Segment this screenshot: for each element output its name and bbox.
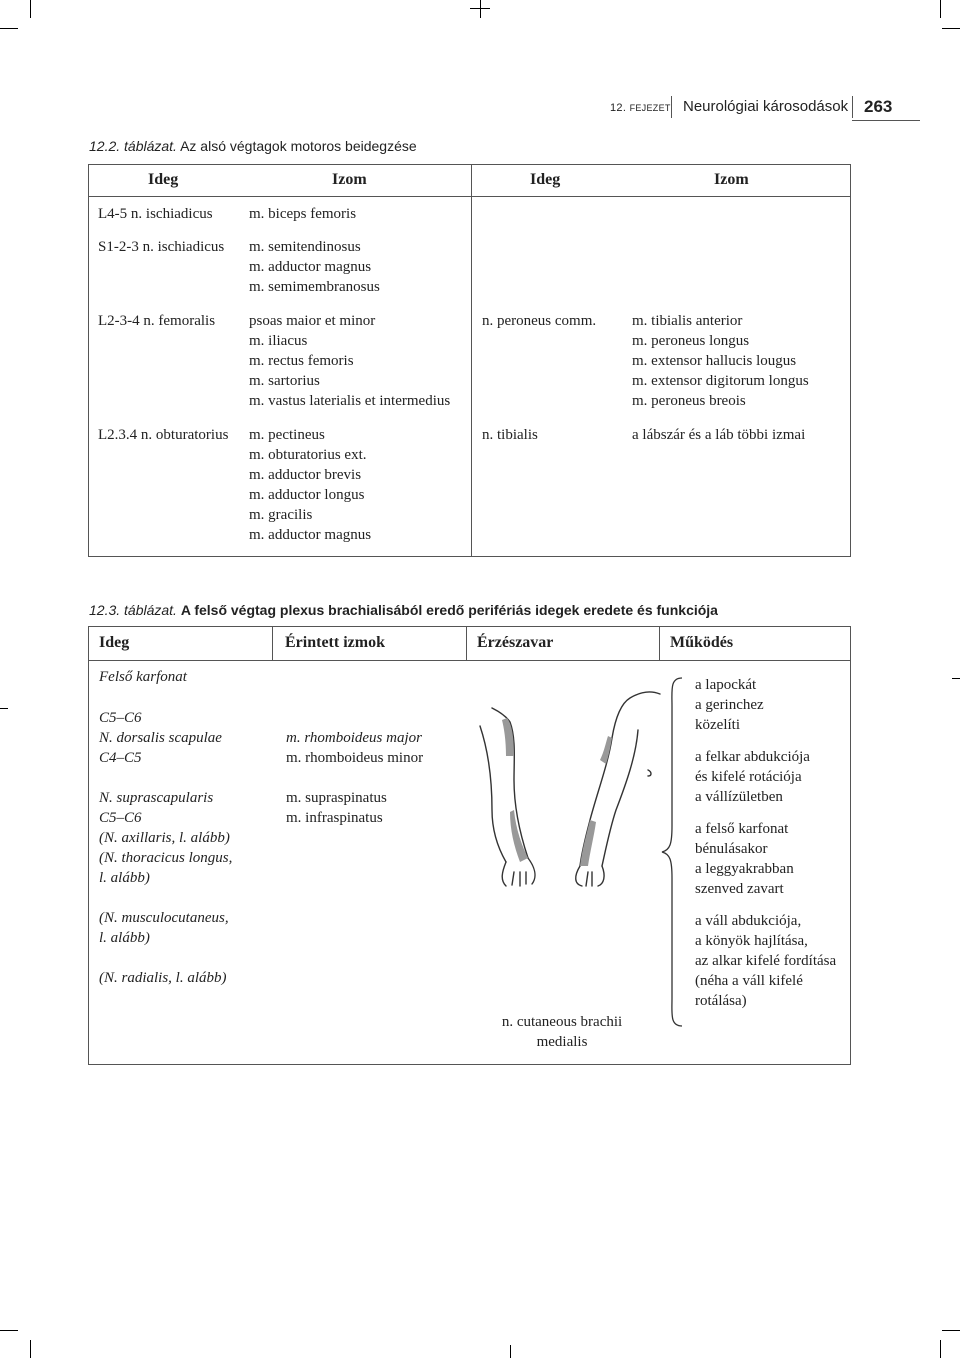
nerve-line: C4–C5 xyxy=(99,750,142,766)
table1-header-muscle: Izom xyxy=(714,171,749,188)
chapter-word: FEJEZET xyxy=(629,103,671,113)
header-divider xyxy=(852,96,853,118)
nerve-line: (N. musculocutaneus, xyxy=(99,910,229,926)
muscle-line: m. rhomboideus minor xyxy=(286,750,424,766)
crop-mark xyxy=(480,0,481,18)
table1-caption-title: Az alsó végtagok motoros beidegzése xyxy=(180,138,417,154)
group-title: Felső karfonat xyxy=(99,669,187,685)
hand-outline xyxy=(576,866,604,886)
nerve-line: N. suprascapularis xyxy=(99,790,214,806)
table-cell: S1-2-3 n. ischiadicus xyxy=(98,239,225,255)
muscle-line: m. infraspinatus xyxy=(286,810,383,826)
table2-header-rule xyxy=(88,660,851,661)
crop-mark xyxy=(942,28,960,29)
arm-outline xyxy=(480,726,506,862)
header-divider xyxy=(671,96,672,118)
muscle-line: m. rhomboideus major xyxy=(286,730,422,746)
crop-mark xyxy=(940,1340,941,1358)
hand-outline xyxy=(502,858,535,886)
header-rule xyxy=(852,120,920,121)
table1-divider xyxy=(471,164,472,557)
nerve-line xyxy=(99,888,232,908)
table2-header-muscles: Érintett izmok xyxy=(285,634,385,651)
crop-mark xyxy=(940,0,941,18)
crop-mark xyxy=(30,1340,31,1358)
table2-header-divider xyxy=(272,626,273,660)
nerve-line xyxy=(99,948,232,968)
crop-mark xyxy=(30,0,31,18)
crop-mark xyxy=(952,678,960,679)
table-cell: a lábszár és a láb többi izmai xyxy=(632,427,806,443)
muscle-line: m. supraspinatus xyxy=(286,790,387,806)
table2-header-divider xyxy=(659,626,660,660)
nerve-line xyxy=(99,768,232,788)
muscle-list xyxy=(286,728,423,828)
function-group: a felső karfonat bénulásakor a leggyakrabban szenved zavart xyxy=(695,821,794,897)
table-cell: psoas maior et minor m. iliacus m. rectus femoris m. sartorius m. vastus laterialis et intermedius xyxy=(249,313,451,409)
sensory-area-shading xyxy=(502,718,514,756)
nerve-line: (N. axillaris, l. alább) xyxy=(99,830,230,846)
arm-detail xyxy=(648,770,651,776)
table1-caption xyxy=(89,138,417,154)
table1-header-muscle: Izom xyxy=(332,171,367,188)
table1-header-nerve: Ideg xyxy=(530,171,561,188)
page-number: 263 xyxy=(864,97,893,116)
chapter-title: Neurológiai károsodások xyxy=(683,98,849,115)
table-cell: m. pectineus m. obturatorius ext. m. adductor brevis m. adductor longus m. gracilis m. adductor magnus xyxy=(249,427,372,543)
nerve-line: C5–C6 xyxy=(99,710,142,726)
nerve-line: (N. thoracicus longus, xyxy=(99,850,233,866)
crop-mark xyxy=(0,1330,18,1331)
nerve-line: (N. radialis, l. alább) xyxy=(99,970,227,986)
table-cell: m. tibialis anterior m. peroneus longus m. extensor hallucis lougus m. extensor digitorum longus m. peroneus breois xyxy=(632,313,809,409)
crop-mark xyxy=(0,708,8,709)
table-cell: L2.3.4 n. obturatorius xyxy=(98,427,229,443)
sensory-label: n. cutaneous brachii medialis xyxy=(501,1014,623,1050)
table-cell: m. semitendinosus m. adductor magnus m. semimembranosus xyxy=(249,239,380,295)
table2-caption-title: A felső végtag plexus brachialisából eredő perifériás idegek eredete és funkciója xyxy=(180,602,718,618)
table-cell: m. biceps femoris xyxy=(249,206,357,222)
chapter-number: 12. xyxy=(610,102,627,114)
table2-caption xyxy=(89,602,718,618)
crop-mark xyxy=(0,28,18,29)
crop-mark xyxy=(510,1345,511,1358)
table-cell: L4-5 n. ischiadicus xyxy=(98,206,213,222)
table1-header-rule xyxy=(88,196,851,197)
table-cell: n. peroneus comm. xyxy=(482,313,597,329)
nerve-line: l. alább) xyxy=(99,930,150,946)
curly-brace xyxy=(662,678,682,1026)
table2-caption-label: 12.3. táblázat. xyxy=(89,602,177,618)
arm-illustration xyxy=(470,680,670,890)
table2-header-nerve: Ideg xyxy=(99,634,130,651)
muscle-line xyxy=(286,768,423,788)
table1-caption-label: 12.2. táblázat. xyxy=(89,138,177,154)
running-header xyxy=(600,94,920,122)
crop-mark xyxy=(470,8,490,9)
table2-header-function: Működés xyxy=(670,634,734,651)
crop-mark xyxy=(942,1330,960,1331)
nerve-list xyxy=(99,708,232,988)
brace-icon xyxy=(658,676,688,1028)
table-cell: n. tibialis xyxy=(482,427,538,443)
table1-header-nerve: Ideg xyxy=(148,171,179,188)
nerve-line: C5–C6 xyxy=(99,810,142,826)
nerve-line: l. alább) xyxy=(99,870,150,886)
table2-header-divider xyxy=(466,626,467,660)
function-group: a felkar abdukciója és kifelé rotációja a vállízületben xyxy=(695,749,810,805)
function-group: a lapockát a gerinchez közelíti xyxy=(695,677,764,733)
table2-header-sensory: Érzészavar xyxy=(477,634,554,651)
function-group: a váll abdukciója, a könyök hajlítása, az alkar kifelé fordítása (néha a váll kifelé rotálása) xyxy=(695,913,837,1009)
table-cell: L2-3-4 n. femoralis xyxy=(98,313,216,329)
nerve-line: N. dorsalis scapulae xyxy=(99,730,222,746)
sensory-area-shading xyxy=(510,810,528,862)
function-list xyxy=(695,675,836,1011)
chapter-label xyxy=(610,102,671,114)
